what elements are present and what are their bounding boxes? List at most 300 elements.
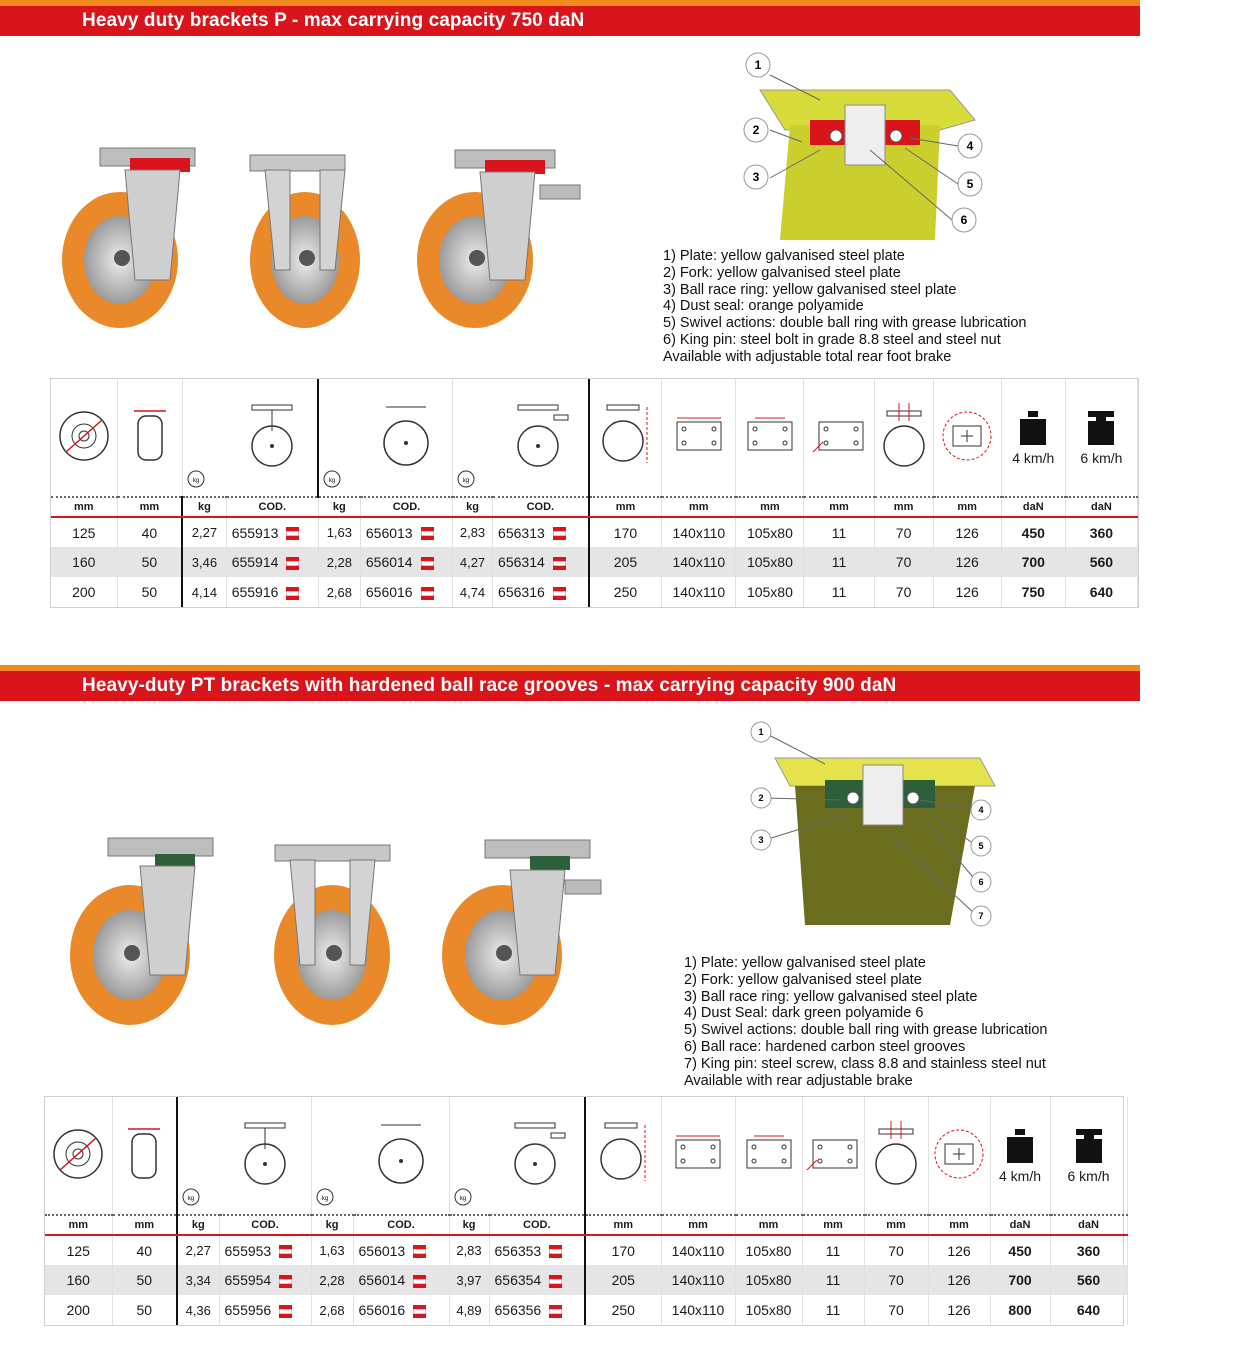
feature-item: 3) Ball race ring: yellow galvanised steel plate bbox=[684, 988, 978, 1005]
feature-item: 5) Swivel actions: double ball ring with grease lubrication bbox=[684, 1022, 1048, 1039]
table-cell bbox=[449, 1295, 489, 1325]
table-cell bbox=[318, 577, 360, 607]
unit-label: mm bbox=[589, 497, 662, 517]
unit-label: mm bbox=[736, 497, 804, 517]
italy-flag-icon bbox=[421, 527, 434, 540]
section-2-feature-list bbox=[684, 955, 1048, 1089]
cell-value: 2,68 bbox=[326, 584, 352, 600]
cell-value: 11 bbox=[825, 1272, 841, 1288]
table-cell bbox=[662, 577, 736, 607]
cell-value: 50 bbox=[141, 554, 158, 570]
plate-size-icon bbox=[662, 379, 736, 497]
table-cell bbox=[219, 1295, 311, 1325]
unit-label: kg bbox=[449, 1215, 489, 1235]
cell-value: 11 bbox=[825, 1302, 841, 1318]
swivel-radius-icon bbox=[928, 1097, 990, 1215]
cell-value: 3,46 bbox=[191, 554, 218, 570]
section-1-product-images bbox=[50, 130, 610, 330]
cell-value: 125 bbox=[66, 1242, 90, 1259]
bolt-hole-spacing-icon bbox=[736, 379, 804, 497]
table-cell bbox=[864, 1295, 928, 1325]
cell-value: 105x80 bbox=[746, 584, 793, 600]
section-2-cutaway-diagram bbox=[745, 720, 1005, 930]
cell-value: 50 bbox=[136, 1272, 153, 1288]
table-cell bbox=[990, 1235, 1050, 1265]
cell-value: 140x110 bbox=[672, 584, 726, 600]
table-cell bbox=[226, 517, 318, 547]
table-row bbox=[45, 1295, 1127, 1325]
svg-text:kg: kg bbox=[321, 1196, 328, 1202]
table-cell bbox=[864, 1265, 928, 1295]
cell-value: 126 bbox=[955, 524, 979, 541]
table-cell bbox=[736, 517, 804, 547]
table-cell bbox=[353, 1265, 449, 1295]
unit-label: mm bbox=[117, 497, 182, 517]
diagram-label: 6 bbox=[978, 877, 984, 887]
cell-value: 360 bbox=[1076, 1242, 1101, 1259]
wheel-width-icon bbox=[117, 379, 182, 497]
section-1-feature-list bbox=[663, 248, 1027, 366]
swivel-bracket-icon bbox=[226, 379, 318, 497]
product-code: 656013 bbox=[365, 524, 413, 541]
table-cell bbox=[661, 1235, 735, 1265]
cell-value: 170 bbox=[613, 524, 638, 541]
fixed-bracket-icon bbox=[353, 1097, 449, 1215]
table-cell bbox=[117, 577, 182, 607]
table-row bbox=[51, 577, 1138, 607]
table-cell bbox=[874, 547, 933, 577]
product-code: 655954 bbox=[224, 1272, 272, 1288]
italy-flag-icon bbox=[549, 1275, 562, 1288]
table-cell bbox=[874, 577, 933, 607]
cell-value: 40 bbox=[136, 1242, 153, 1259]
cell-value: 11 bbox=[825, 1242, 841, 1259]
table-cell bbox=[585, 1295, 661, 1325]
cell-value: 105x80 bbox=[745, 1272, 792, 1288]
section-1-title: Heavy duty brackets P - max carrying capacity 750 daN bbox=[82, 10, 585, 31]
section-2-data-rows bbox=[45, 1235, 1127, 1325]
cell-value: 4,74 bbox=[459, 584, 486, 600]
diagram-label: 2 bbox=[758, 793, 764, 803]
cell-value: 560 bbox=[1076, 1272, 1101, 1288]
product-code: 656313 bbox=[498, 524, 545, 541]
italy-flag-icon bbox=[553, 557, 566, 570]
cell-value: 170 bbox=[611, 1242, 635, 1259]
swivel-brake-bracket-icon bbox=[493, 379, 589, 497]
table-cell bbox=[360, 517, 452, 547]
table-cell bbox=[990, 1265, 1050, 1295]
diagram-label: 2 bbox=[752, 123, 760, 137]
cell-value: 126 bbox=[955, 584, 979, 600]
cell-value: 2,27 bbox=[185, 1243, 211, 1258]
table-cell bbox=[1050, 1235, 1127, 1265]
cell-value: 750 bbox=[1021, 584, 1045, 600]
table-cell bbox=[589, 547, 662, 577]
swivel-caster-image bbox=[62, 148, 195, 328]
table-cell bbox=[735, 1295, 802, 1325]
cell-value: 205 bbox=[613, 554, 638, 570]
cell-value: 105x80 bbox=[745, 1242, 792, 1259]
diagram-label: 5 bbox=[978, 841, 984, 851]
unit-label: COD. bbox=[493, 497, 589, 517]
table-cell bbox=[990, 1295, 1050, 1325]
cell-value: 70 bbox=[888, 1302, 904, 1318]
cell-value: 4,89 bbox=[456, 1302, 482, 1318]
load-4kmh-icon: 4 km/h bbox=[1001, 379, 1065, 497]
table-cell bbox=[311, 1235, 353, 1265]
swivel-brake-caster-image bbox=[442, 840, 601, 1025]
table-cell bbox=[928, 1295, 990, 1325]
table-cell bbox=[182, 517, 226, 547]
weight-badge-icon bbox=[177, 1097, 219, 1215]
italy-flag-icon bbox=[553, 527, 566, 540]
product-code: 656316 bbox=[498, 584, 545, 600]
table-cell bbox=[1001, 517, 1065, 547]
unit-label: kg bbox=[177, 1215, 219, 1235]
table-cell bbox=[51, 517, 117, 547]
table-cell bbox=[353, 1235, 449, 1265]
unit-label: kg bbox=[453, 497, 493, 517]
unit-label: kg bbox=[182, 497, 226, 517]
table-cell bbox=[1050, 1265, 1127, 1295]
cell-value: 800 bbox=[1008, 1302, 1032, 1318]
cell-value: 640 bbox=[1089, 584, 1114, 600]
cell-value: 125 bbox=[72, 524, 96, 541]
overall-height-icon bbox=[585, 1097, 661, 1215]
wheel-diameter-icon bbox=[45, 1097, 112, 1215]
svg-text:kg: kg bbox=[192, 478, 199, 484]
table-cell bbox=[182, 577, 226, 607]
italy-flag-icon bbox=[286, 527, 299, 540]
table-cell bbox=[311, 1295, 353, 1325]
unit-label: daN bbox=[1050, 1215, 1127, 1235]
feature-item: 7) King pin: steel screw, class 8.8 and stainless steel nut bbox=[684, 1055, 1046, 1072]
table-cell bbox=[802, 1265, 864, 1295]
table-cell bbox=[585, 1265, 661, 1295]
table-cell bbox=[51, 577, 117, 607]
cell-value: 40 bbox=[141, 524, 158, 541]
cell-value: 11 bbox=[831, 554, 847, 570]
unit-label: mm bbox=[661, 1215, 735, 1235]
table-cell bbox=[453, 577, 493, 607]
unit-label: daN bbox=[1001, 497, 1065, 517]
product-code: 656356 bbox=[494, 1302, 542, 1318]
weight-badge-icon bbox=[449, 1097, 489, 1215]
diagram-label: 4 bbox=[966, 139, 974, 153]
table-cell bbox=[177, 1235, 219, 1265]
feature-item: Available with rear adjustable brake bbox=[684, 1072, 913, 1089]
svg-text:kg: kg bbox=[187, 1196, 195, 1202]
table-cell bbox=[318, 517, 360, 547]
table-cell bbox=[182, 547, 226, 577]
diagram-label: 1 bbox=[758, 727, 764, 737]
cell-value: 70 bbox=[888, 1242, 904, 1259]
product-code: 655916 bbox=[231, 584, 279, 600]
cell-value: 250 bbox=[613, 584, 638, 600]
cell-value: 11 bbox=[831, 584, 847, 600]
load-6kmh-icon: 6 km/h bbox=[1065, 379, 1137, 497]
table-cell bbox=[117, 547, 182, 577]
units-row bbox=[45, 1215, 1127, 1235]
table-cell bbox=[112, 1265, 177, 1295]
cell-value: 450 bbox=[1021, 524, 1045, 541]
plate-size-icon bbox=[661, 1097, 735, 1215]
table-cell bbox=[360, 547, 452, 577]
wheel-width-icon bbox=[112, 1097, 177, 1215]
table-cell bbox=[449, 1265, 489, 1295]
diagram-label: 4 bbox=[978, 805, 984, 815]
cell-value: 2,83 bbox=[459, 525, 486, 540]
cell-value: 700 bbox=[1008, 1272, 1032, 1288]
table-cell bbox=[662, 547, 736, 577]
unit-label: COD. bbox=[226, 497, 318, 517]
svg-text:kg: kg bbox=[462, 478, 470, 484]
cell-value: 2,68 bbox=[319, 1302, 345, 1318]
section-1-data-rows bbox=[51, 517, 1138, 607]
cell-value: 126 bbox=[947, 1272, 971, 1288]
table-cell bbox=[589, 577, 662, 607]
table-cell bbox=[177, 1265, 219, 1295]
table-cell bbox=[45, 1235, 112, 1265]
swivel-radius-icon bbox=[933, 379, 1001, 497]
cell-value: 360 bbox=[1089, 524, 1114, 541]
table-cell bbox=[45, 1295, 112, 1325]
weight-badge-icon bbox=[311, 1097, 353, 1215]
diagram-label: 6 bbox=[960, 213, 968, 227]
italy-flag-icon bbox=[553, 587, 566, 600]
cell-value: 105x80 bbox=[745, 1302, 792, 1318]
cell-value: 160 bbox=[72, 554, 96, 570]
product-code: 656016 bbox=[358, 1302, 406, 1318]
unit-label: kg bbox=[318, 497, 360, 517]
table-cell bbox=[453, 517, 493, 547]
unit-label: mm bbox=[662, 497, 736, 517]
feature-item: 4) Dust seal: orange polyamide bbox=[663, 298, 864, 315]
table-cell bbox=[219, 1235, 311, 1265]
fixed-caster-image bbox=[274, 845, 390, 1025]
cell-value: 160 bbox=[66, 1272, 90, 1288]
table-cell bbox=[735, 1235, 802, 1265]
diagram-label: 3 bbox=[752, 170, 760, 184]
table-cell bbox=[874, 517, 933, 547]
cell-value: 4,27 bbox=[459, 554, 486, 570]
icon-row bbox=[45, 1097, 1127, 1215]
italy-flag-icon bbox=[413, 1305, 426, 1318]
swivel-brake-bracket-icon bbox=[489, 1097, 585, 1215]
table-cell bbox=[933, 577, 1001, 607]
product-code: 656013 bbox=[358, 1242, 406, 1259]
cell-value: 70 bbox=[895, 554, 912, 570]
section-1-banner bbox=[0, 0, 1140, 36]
product-code: 655953 bbox=[224, 1242, 272, 1259]
svg-text:kg: kg bbox=[459, 1196, 466, 1202]
table-cell bbox=[449, 1235, 489, 1265]
cell-value: 200 bbox=[66, 1302, 90, 1318]
section-2-banner bbox=[0, 665, 1140, 701]
table-row bbox=[51, 517, 1138, 547]
table-cell bbox=[489, 1295, 585, 1325]
product-code: 656314 bbox=[498, 554, 545, 570]
table-cell bbox=[802, 1235, 864, 1265]
bolt-hole-diameter-icon bbox=[802, 1097, 864, 1215]
table-row bbox=[45, 1265, 1127, 1295]
table-cell bbox=[804, 517, 874, 547]
unit-label: mm bbox=[874, 497, 933, 517]
unit-label: COD. bbox=[489, 1215, 585, 1235]
table-cell bbox=[353, 1295, 449, 1325]
unit-label: mm bbox=[928, 1215, 990, 1235]
feature-item: 2) Fork: yellow galvanised steel plate bbox=[684, 971, 922, 988]
cell-value: 2,83 bbox=[456, 1243, 482, 1258]
product-code: 656353 bbox=[494, 1242, 542, 1259]
bolt-hole-spacing-icon bbox=[735, 1097, 802, 1215]
italy-flag-icon bbox=[421, 587, 434, 600]
load-6kmh-icon: 6 km/h bbox=[1050, 1097, 1127, 1215]
table-cell bbox=[177, 1295, 219, 1325]
unit-label: mm bbox=[802, 1215, 864, 1235]
cell-value: 3,97 bbox=[456, 1272, 482, 1288]
table-cell bbox=[928, 1265, 990, 1295]
table-cell bbox=[493, 517, 589, 547]
table-cell bbox=[864, 1235, 928, 1265]
units-row bbox=[51, 497, 1138, 517]
feature-item: 1) Plate: yellow galvanised steel plate bbox=[663, 248, 905, 264]
product-code: 655956 bbox=[224, 1302, 272, 1318]
table-row bbox=[51, 547, 1138, 577]
table-cell bbox=[112, 1235, 177, 1265]
table-cell bbox=[662, 517, 736, 547]
table-cell bbox=[589, 517, 662, 547]
cell-value: 70 bbox=[895, 524, 912, 541]
cell-value: 140x110 bbox=[671, 1272, 725, 1288]
feature-item: Available with adjustable total rear foot brake bbox=[663, 348, 952, 365]
diagram-label: 1 bbox=[754, 58, 762, 72]
table-cell bbox=[804, 547, 874, 577]
section-1-spec-table bbox=[50, 378, 1139, 608]
overall-height-icon bbox=[589, 379, 662, 497]
feature-item: 6) King pin: steel bolt in grade 8.8 steel and steel nut bbox=[663, 331, 1001, 348]
section-2-spec-table bbox=[44, 1096, 1124, 1326]
table-cell bbox=[735, 1265, 802, 1295]
wheel-diameter-icon bbox=[51, 379, 117, 497]
unit-label: daN bbox=[990, 1215, 1050, 1235]
cell-value: 126 bbox=[947, 1302, 971, 1318]
table-row bbox=[45, 1235, 1127, 1265]
unit-label: mm bbox=[864, 1215, 928, 1235]
cell-value: 4,14 bbox=[191, 584, 218, 600]
cell-value: 2,28 bbox=[319, 1272, 345, 1288]
cell-value: 50 bbox=[136, 1302, 153, 1318]
table-cell bbox=[933, 547, 1001, 577]
cell-value: 205 bbox=[611, 1272, 635, 1288]
table-cell bbox=[45, 1265, 112, 1295]
offset-icon bbox=[864, 1097, 928, 1215]
table-cell bbox=[453, 547, 493, 577]
swivel-brake-caster-image bbox=[417, 150, 580, 328]
load-4kmh-icon: 4 km/h bbox=[990, 1097, 1050, 1215]
weight-badge-icon bbox=[182, 379, 226, 497]
cell-value: 140x110 bbox=[672, 554, 726, 570]
unit-label: daN bbox=[1065, 497, 1137, 517]
cell-value: 70 bbox=[888, 1272, 904, 1288]
italy-flag-icon bbox=[413, 1245, 426, 1258]
table-cell bbox=[493, 577, 589, 607]
unit-label: COD. bbox=[360, 497, 452, 517]
italy-flag-icon bbox=[279, 1245, 292, 1258]
unit-label: mm bbox=[735, 1215, 802, 1235]
cell-value: 126 bbox=[947, 1242, 971, 1259]
section-1-cutaway-diagram bbox=[740, 50, 1000, 240]
unit-label: mm bbox=[804, 497, 874, 517]
italy-flag-icon bbox=[549, 1245, 562, 1258]
feature-item: 2) Fork: yellow galvanised steel plate bbox=[663, 264, 901, 281]
product-code: 656016 bbox=[365, 584, 413, 600]
offset-icon bbox=[874, 379, 933, 497]
italy-flag-icon bbox=[413, 1275, 426, 1288]
cell-value: 450 bbox=[1008, 1242, 1032, 1259]
unit-label: mm bbox=[51, 497, 117, 517]
cell-value: 140x110 bbox=[671, 1302, 725, 1318]
cell-value: 2,28 bbox=[326, 554, 352, 570]
cell-value: 4,36 bbox=[185, 1302, 211, 1318]
cell-value: 70 bbox=[895, 584, 912, 600]
cell-value: 11 bbox=[831, 524, 847, 541]
diagram-label: 7 bbox=[978, 911, 984, 921]
swivel-caster-image bbox=[70, 838, 213, 1025]
cell-value: 126 bbox=[955, 554, 979, 570]
table-cell bbox=[489, 1265, 585, 1295]
italy-flag-icon bbox=[279, 1305, 292, 1318]
unit-label: mm bbox=[45, 1215, 112, 1235]
table-cell bbox=[585, 1235, 661, 1265]
table-cell bbox=[1065, 577, 1137, 607]
cell-value: 3,34 bbox=[185, 1272, 211, 1288]
weight-badge-icon bbox=[453, 379, 493, 497]
product-code: 656014 bbox=[358, 1272, 406, 1288]
italy-flag-icon bbox=[286, 557, 299, 570]
fixed-caster-image bbox=[250, 155, 360, 328]
product-code: 656354 bbox=[494, 1272, 542, 1288]
diagram-label: 3 bbox=[758, 835, 764, 845]
cell-value: 140x110 bbox=[672, 524, 726, 541]
cell-value: 250 bbox=[611, 1302, 635, 1318]
feature-item: 6) Ball race: hardened carbon steel grooves bbox=[684, 1038, 966, 1055]
table-cell bbox=[1050, 1295, 1127, 1325]
table-cell bbox=[802, 1295, 864, 1325]
unit-label: mm bbox=[585, 1215, 661, 1235]
table-cell bbox=[1001, 547, 1065, 577]
table-cell bbox=[1065, 517, 1137, 547]
table-cell bbox=[661, 1295, 735, 1325]
table-cell bbox=[804, 577, 874, 607]
table-cell bbox=[117, 517, 182, 547]
cell-value: 640 bbox=[1076, 1302, 1101, 1318]
weight-badge-icon bbox=[318, 379, 360, 497]
table-cell bbox=[311, 1265, 353, 1295]
unit-label: mm bbox=[933, 497, 1001, 517]
unit-label: COD. bbox=[353, 1215, 449, 1235]
unit-label: COD. bbox=[219, 1215, 311, 1235]
italy-flag-icon bbox=[279, 1275, 292, 1288]
feature-item: 3) Ball race ring: yellow galvanised steel plate bbox=[663, 281, 957, 298]
unit-label: kg bbox=[311, 1215, 353, 1235]
table-cell bbox=[1065, 547, 1137, 577]
italy-flag-icon bbox=[549, 1305, 562, 1318]
unit-label: mm bbox=[112, 1215, 177, 1235]
table-cell bbox=[318, 547, 360, 577]
product-code: 655913 bbox=[231, 524, 279, 541]
table-cell bbox=[489, 1235, 585, 1265]
